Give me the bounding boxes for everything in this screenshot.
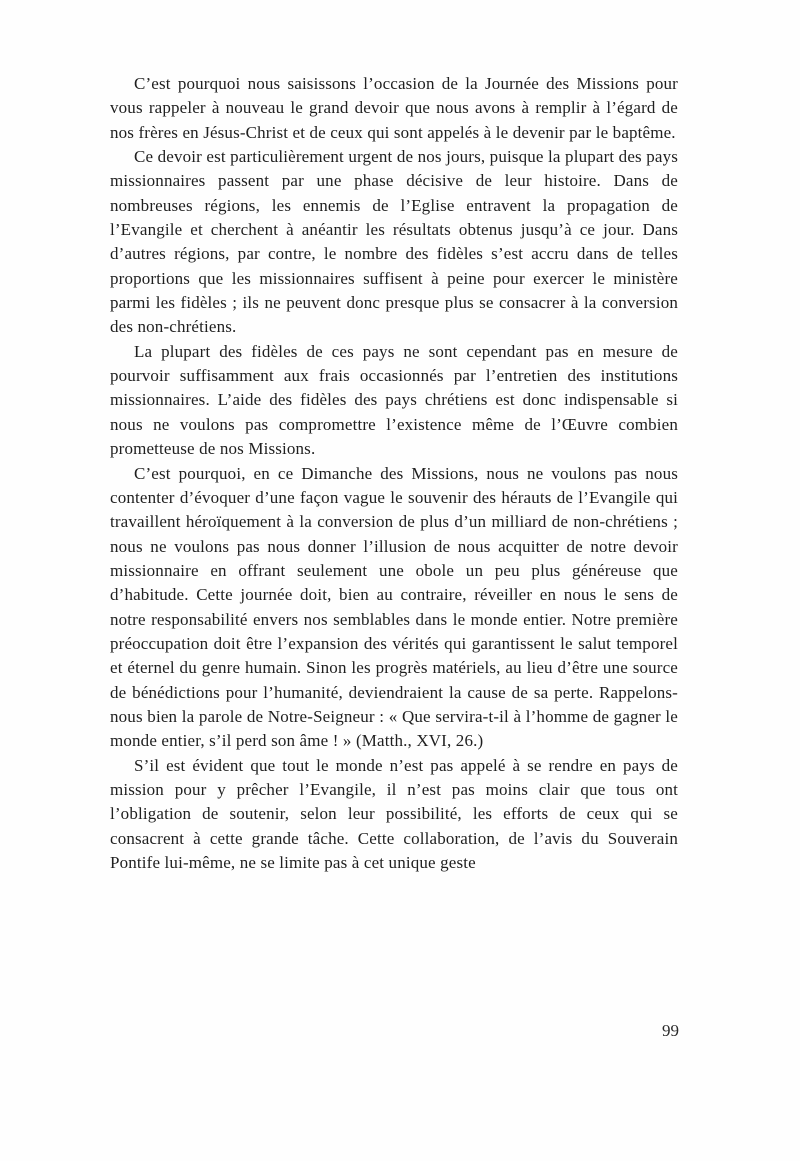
- page-number: 99: [662, 1021, 679, 1040]
- paragraph-1: C’est pourquoi nous saisissons l’occasion de la Journée des Missions pour vous rappeler à nouveau le grand devoir que nous avons à remplir à l’égard de nos frères en Jésus-Christ et de ceux qui sont appelés à le devenir par le baptême.: [110, 74, 678, 142]
- body-text: [110, 72, 678, 875]
- paragraph-3: La plupart des fidèles de ces pays ne sont cependant pas en mesure de pourvoir suffisamment aux frais occasionnés par l’entretien des institutions missionnaires. L’aide des fidèles des pays chrétiens est donc indispensable si nous ne voulons pas compromettre l’existence même de l’Œuvre combien prometteuse de nos Missions.: [110, 341, 678, 459]
- paragraph-2: Ce devoir est particulièrement urgent de nos jours, puisque la plupart des pays missionnaires passent par une phase décisive de leur histoire. Dans de nombreuses régions, les ennemis de l’Eglise entravent la propagation de l’Evangile et cherchent à anéantir les résultats obtenus jusqu’à ce jour. Dans d’autres régions, par contre, le nombre des fidèles s’est accru dans de telles proportions que les missionnaires suffisent à peine pour exercer le ministère parmi les fidèles ; ils ne peuvent donc presque plus se consacrer à la conversion des non-chrétiens.: [110, 147, 678, 337]
- paragraph-5: S’il est évident que tout le monde n’est pas appelé à se rendre en pays de mission pour y prêcher l’Evangile, il n’est pas moins clair que tous ont l’obligation de soutenir, selon leur possibilité, les efforts de ceux qui se consacrent à cette grande tâche. Cette collaboration, de l’avis du Souverain Pontife lui-même, ne se limite pas à cet unique geste: [110, 755, 678, 872]
- paragraph-4: C’est pourquoi, en ce Dimanche des Missions, nous ne voulons pas nous contenter d’évoquer d’une façon vague le souvenir des hérauts de l’Evangile qui travaillent héroïquement à la conversion de plus d’un milliard de non-chrétiens ; nous ne voulons pas nous donner l’illusion de nous acquitter de notre devoir missionnaire en offrant seulement une obole un peu plus généreuse que d’habitude. Cette journée doit, bien au contraire, réveiller en nous le sens de notre responsabilité envers nos semblables dans le monde entier. Notre première préoccupation doit être l’expansion des vérités qui garantissent le salut temporel et éternel du genre humain. Sinon les progrès matériels, au lieu d’être une source de bénédictions pour l’humanité, deviendraient la cause de sa perte. Rappelons-nous bien la parole de Notre-Seigneur : « Que servira-t-il à l’homme de gagner le monde entier, s’il perd son âme ! » (Matth., XVI, 26.): [110, 463, 678, 751]
